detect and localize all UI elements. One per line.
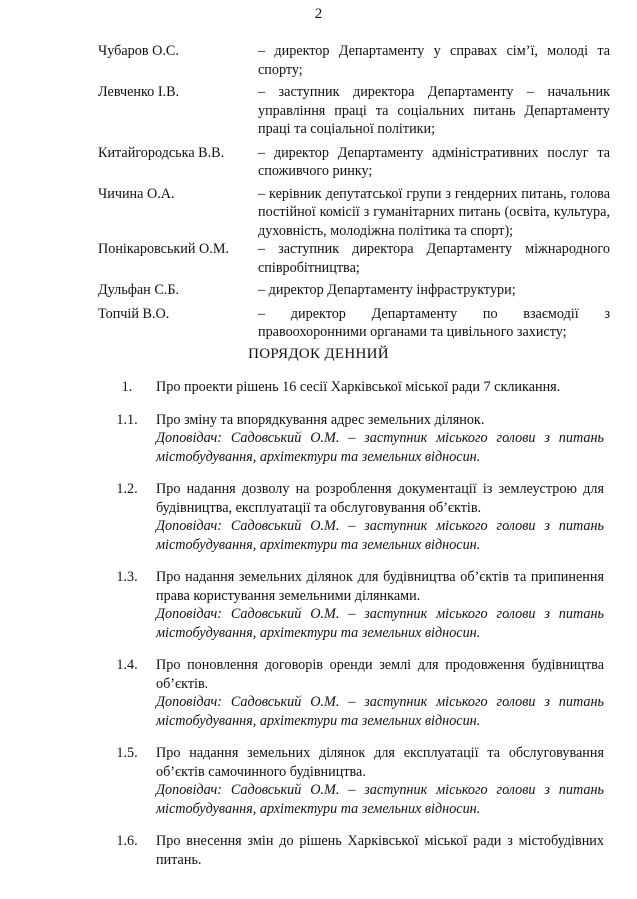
agenda-item — [98, 656, 610, 730]
agenda-item-title: Про надання земельних ділянок для будівництва об’єктів та припинення права користування земельними ділянками. — [156, 569, 604, 604]
attendee-role: – заступник директора Департаменту міжнародного співробітництва; — [258, 241, 610, 276]
agenda-item-body — [156, 744, 604, 818]
attendee-row — [98, 185, 610, 241]
agenda-item-number: 1. — [121, 379, 133, 395]
agenda-item-number: 1.1. — [116, 411, 138, 428]
agenda-item-body — [156, 411, 604, 467]
agenda-item-title: Про надання дозволу на розроблення документації із землеустрою для будівництва, експлуатації та обслуговування об’єктів. — [156, 481, 604, 516]
agenda-item-speaker: Доповідач: Садовський О.М. – заступник міського голови з питань містобудування, архітектури та земельних відносин. — [156, 782, 604, 817]
agenda-item — [98, 568, 610, 642]
attendee-name: Топчій В.О. — [98, 305, 170, 322]
attendee-role: – керівник депутатської групи з гендерних питань, голова постійної комісії з гуманітарних питань (освіта, культура, духовність, молодіжна політика та спорт); — [258, 185, 610, 239]
attendee-role: – директор Департаменту інфраструктури; — [258, 282, 516, 298]
agenda-item-speaker: Доповідач: Садовський О.М. – заступник міського голови з питань містобудування, архітектури та земельних відносин. — [156, 430, 604, 465]
agenda-item — [98, 411, 610, 467]
attendee-list — [98, 42, 610, 342]
agenda-item-number: 1.4. — [116, 657, 138, 673]
attendee-name: Чубаров О.С. — [98, 43, 179, 59]
agenda-item-speaker: Доповідач: Садовський О.М. – заступник міського голови з питань містобудування, архітектури та земельних відносин. — [156, 694, 604, 729]
agenda-item-body — [156, 656, 604, 730]
agenda-item — [98, 480, 610, 554]
agenda-item-title: Про проекти рішень 16 сесії Харківської міської ради 7 скликання. — [156, 379, 561, 395]
agenda-title: ПОРЯДОК ДЕННИЙ — [248, 346, 389, 362]
attendee-row — [98, 240, 610, 277]
agenda-item-number: 1.5. — [116, 745, 138, 761]
agenda-item-number: 1.6. — [116, 833, 138, 849]
agenda-item — [98, 744, 610, 818]
attendee-name: Чичина О.А. — [98, 185, 175, 202]
agenda-item-number: 1.2. — [116, 481, 138, 497]
attendee-role: – директор Департаменту адміністративних послуг та споживчого ринку; — [258, 144, 610, 179]
agenda-item-title: Про поновлення договорів оренди землі для продовження будівництва об’єктів. — [156, 657, 604, 692]
agenda-item-title: Про внесення змін до рішень Харківської міської ради з містобудівних питань. — [156, 833, 604, 868]
agenda-item — [98, 378, 610, 397]
agenda-item-title: Про надання земельних ділянок для експлуатації та обслуговування об’єктів самочинного будівництва. — [156, 745, 604, 780]
agenda-item-body — [156, 378, 604, 397]
attendee-row — [98, 305, 610, 342]
agenda-item-body — [156, 568, 604, 642]
attendee-role: – директор Департаменту у справах сім’ї, молоді та спорту; — [258, 43, 610, 78]
attendee-name: Китайгородська В.В. — [98, 144, 225, 161]
agenda-item-body — [156, 480, 604, 554]
agenda-item-number: 1.3. — [116, 569, 138, 585]
agenda-item — [98, 832, 610, 869]
agenda-item-title: Про зміну та впорядкування адрес земельних ділянок. — [156, 411, 485, 428]
agenda-list — [98, 378, 610, 869]
agenda-item-speaker: Доповідач: Садовський О.М. – заступник міського голови з питань містобудування, архітектури та земельних відносин. — [156, 606, 604, 641]
attendee-row — [98, 83, 610, 139]
attendee-name: Понікаровський О.М. — [98, 241, 229, 257]
attendee-role: – заступник директора Департаменту – начальник управління праці та соціальних питань Департаменту праці та соціальної політики; — [258, 84, 610, 137]
agenda-item-body — [156, 832, 604, 869]
attendee-role: – директор Департаменту по взаємодії з правоохоронними органами та цивільного захисту; — [258, 305, 610, 340]
attendee-name: Левченко І.В. — [98, 84, 180, 100]
attendee-name: Дульфан С.Б. — [98, 282, 180, 298]
attendee-row — [98, 42, 610, 79]
attendee-row — [98, 281, 610, 300]
page-number: 2 — [314, 6, 323, 22]
agenda-item-speaker: Доповідач: Садовський О.М. – заступник міського голови з питань містобудування, архітектури та земельних відносин. — [156, 518, 604, 553]
attendee-row — [98, 144, 610, 181]
